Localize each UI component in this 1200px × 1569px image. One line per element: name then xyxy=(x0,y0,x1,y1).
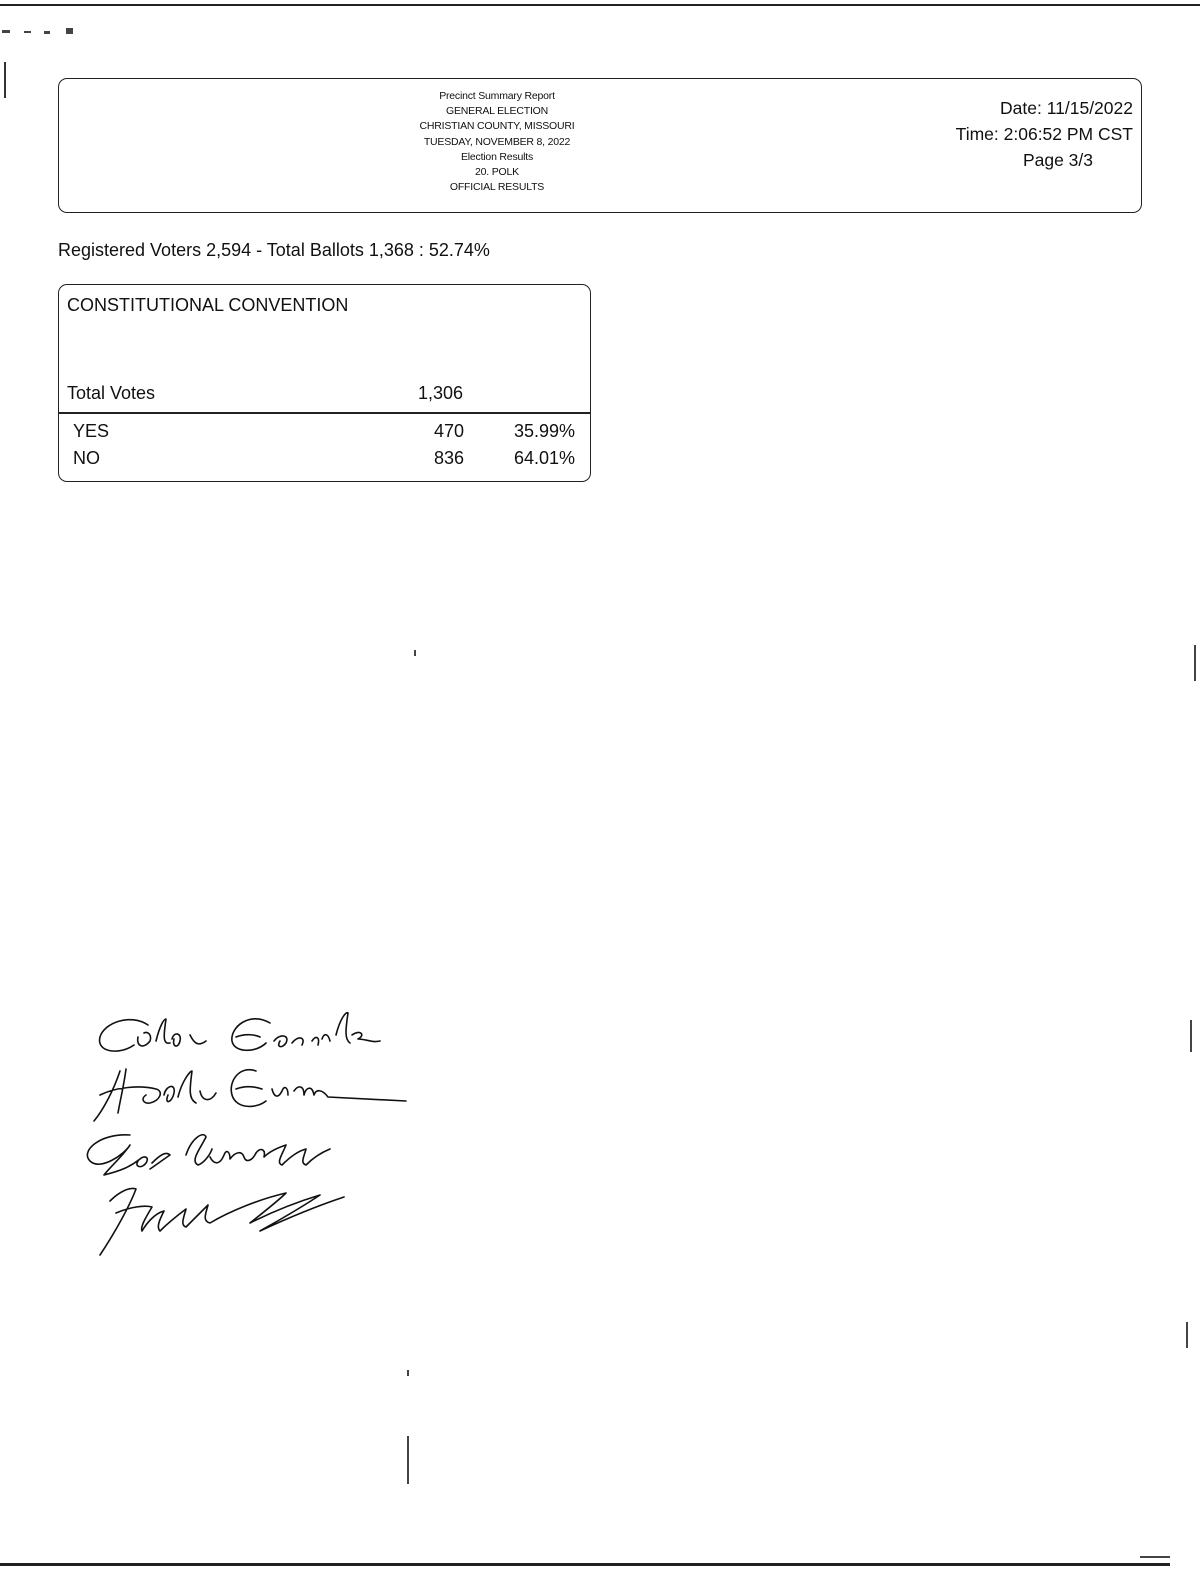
choice-row-no xyxy=(59,448,590,474)
total-votes-value: 1,306 xyxy=(417,383,463,403)
scan-mark xyxy=(66,28,73,34)
choice-votes: 836 xyxy=(433,448,464,468)
page-number: Page 3/3 xyxy=(1022,150,1093,170)
contest-title: CONSTITUTIONAL CONVENTION xyxy=(67,295,349,315)
scan-edge-bottom xyxy=(0,1563,1170,1566)
scan-edge-left xyxy=(4,62,6,98)
scan-edge-top xyxy=(0,4,1200,6)
total-votes-label: Total Votes xyxy=(67,383,156,403)
jurisdiction: CHRISTIAN COUNTY, MISSOURI xyxy=(419,120,575,133)
scan-mark xyxy=(44,31,50,34)
scan-mark xyxy=(1194,645,1196,681)
scan-mark xyxy=(1140,1556,1170,1558)
election-name: GENERAL ELECTION xyxy=(445,105,549,118)
scan-mark xyxy=(414,650,416,656)
results-label: Election Results xyxy=(460,150,534,163)
report-date: Date: 11/15/2022 xyxy=(1000,98,1133,118)
report-title: Precinct Summary Report xyxy=(439,90,555,102)
results-status: OFFICIAL RESULTS xyxy=(449,181,545,194)
signature-block xyxy=(60,1005,440,1265)
election-date: TUESDAY, NOVEMBER 8, 2022 xyxy=(423,135,571,148)
signature-4 xyxy=(100,1189,344,1256)
choice-name: NO xyxy=(73,448,100,468)
choice-votes: 470 xyxy=(433,421,464,441)
scan-mark xyxy=(24,31,31,33)
scan-mark xyxy=(1186,1322,1188,1348)
scan-mark xyxy=(407,1436,409,1484)
table-divider xyxy=(59,412,590,414)
scan-mark xyxy=(407,1370,409,1376)
signature-2 xyxy=(94,1069,406,1121)
choice-percent: 35.99% xyxy=(513,421,575,441)
report-header-center xyxy=(359,89,635,195)
scan-mark xyxy=(1190,1020,1192,1052)
scan-mark xyxy=(2,30,10,33)
signature-1 xyxy=(100,1013,380,1051)
signature-3 xyxy=(87,1135,330,1175)
choice-percent: 64.01% xyxy=(513,448,575,468)
report-time: Time: 2:06:52 PM CST xyxy=(955,124,1133,144)
choice-name: YES xyxy=(73,421,110,441)
report-header xyxy=(58,78,1142,213)
precinct-name: 20. POLK xyxy=(475,166,519,179)
report-meta xyxy=(956,95,1133,173)
choice-row-yes xyxy=(59,421,590,447)
turnout-summary: Registered Voters 2,594 - Total Ballots 1,368 : 52.74% xyxy=(58,240,490,260)
contest-table xyxy=(58,284,591,482)
